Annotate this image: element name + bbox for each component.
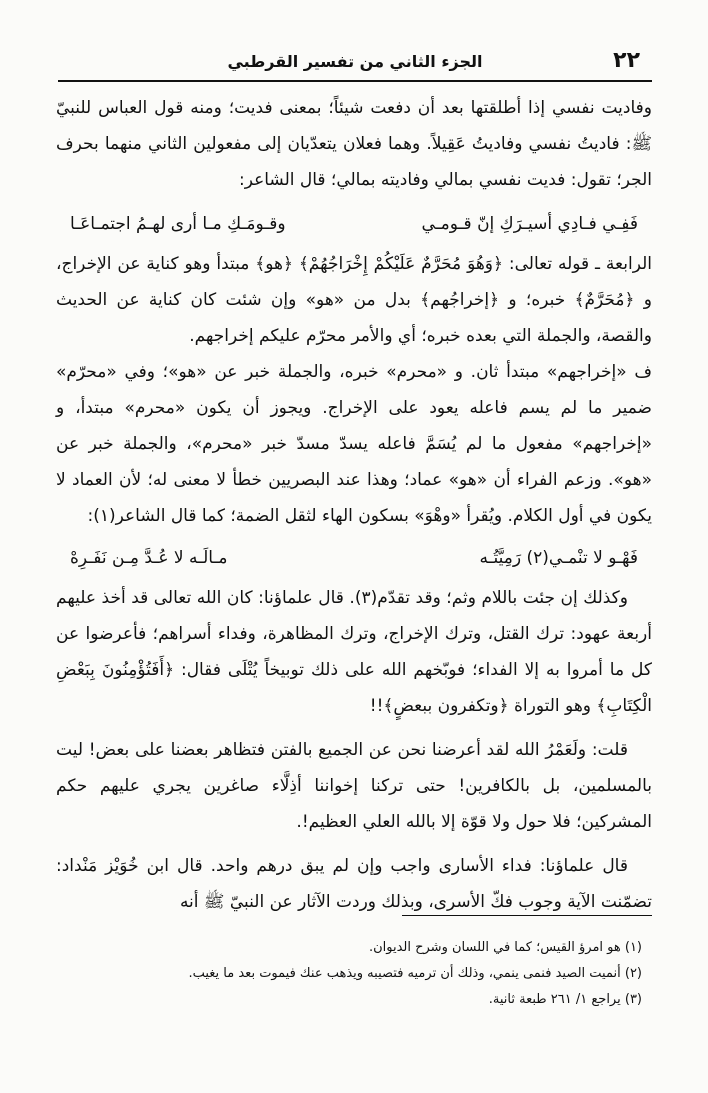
paragraph-author-comment: قلت: ولَعَمْرُ الله لقد أعرضنا نحن عن الجميع بالفتن فتظاهر بعضنا على بعض! ليت بالمسلمين، بل بالكافرين! حتى تركنا إخواننا أذِلَّاء صاغرين يجري عليهم حكم المشركين؛ فلا حول ولا قوّة إلا بالله العلي العظيم!. [56,740,652,832]
footnote-1: (١) هو امرؤ القيس؛ كما في اللسان وشرح الديوان. [368,940,642,955]
page-number: ٢٢ [613,48,640,73]
paragraph-ransom: قال علماؤنا: فداء الأسارى واجب وإن لم يبق درهم واحد. قال ابن خُوَيْز مَنْداد: تضمّنت الآية وجوب فكّ الأسرى، وبذلك وردت الآثار عن النبيّ ﷺ أنه [56,856,652,912]
verse-2-first-hemistich: فَهْـو لا تنْمـي(٢) رَمِيَّتُـه [479,548,638,568]
paragraph-1: وفاديت نفسي إذا أطلقتها بعد أن دفعت شيئاً؛ بمعنى فديت؛ ومنه قول العباس للنبيّ ﷺ: فاديتُ نفسي وفاديتُ عَقِيلاً. وهما فعلان يتعدّيان إلى مفعولين الثاني منهما بحرف الجر؛ تقول: فديت نفسي بمالي وفاديته بمالي؛ قال الشاعر: [56,98,652,190]
footnotes [56,935,652,1013]
paragraph-grammar: ف «إخراجهم» مبتدأ ثان. و «محرم» خبره، والجملة خبر عن «هو»؛ وفي «محرّم» ضمير ما لم يسم فاعله يعود على الإخراج. ويجوز أن يكون «محرم» مبتدأ، و «إخراجهم» مفعول ما لم يُسَمَّ فاعله يسدّ مسدّ خبر «محرم»، والجملة خبر عن «هو». وزعم الفراء أن «هو» عماد؛ وهذا عند البصريين خطأ لا معنى له؛ لأن العماد لا يكون في أول الكلام. ويُقرأ «وهْوَ» بسكون الهاء لثقل الضمة؛ كما قال الشاعر(١): [56,362,652,526]
footnote-3: (٣) يراجع ١/ ٢٦١ طبعة ثانية. [488,992,642,1007]
paragraph-fourth-issue: الرابعة ـ قوله تعالى: ﴿وَهُوَ مُحَرَّمٌ عَلَيْكُمْ إِخْرَاجُهُمْ﴾ ﴿هو﴾ مبتدأ وهو كناية عن الإخراج، و ﴿مُحَرَّمٌ﴾ خبره؛ و ﴿إخراجُهم﴾ بدل من «هو» وإن شئت كان كناية عن الحديث والقصة، والجملة التي بعده خبره؛ أي والأمر محرّم عليكم إخراجهم. [56,254,652,346]
footnote-2: (٢) أنميت الصيد فنمى ينمي، وذلك أن ترميه فتصيبه ويذهب عنك فيموت بعد ما يغيب. [188,966,642,981]
main-text [56,90,652,920]
poetry-verse-1 [70,204,638,244]
running-title: الجزء الثاني من تفسير القرطبي [227,52,483,71]
paragraph-covenants: وكذلك إن جئت باللام وثم؛ وقد تقدّم(٣). قال علماؤنا: كان الله تعالى قد أخذ عليهم أربعة عهود: ترك القتل، وترك الإخراج، وترك المظاهرة، وفداء أسراهم؛ فأعرضوا عن كل ما أمروا به إلا الفداء؛ فوبّخهم الله على ذلك توبيخاً يُتْلَى فقال: ﴿أَفَتُؤْمِنُونَ بِبَعْضِ الْكِتَابِ﴾ وهو التوراة ﴿وتكفرون ببعضٍ﴾!! [56,588,652,716]
verse-2-second-hemistich: مـالَـه لا عُـدَّ مِـن نَفَـرِهْ [70,548,228,568]
verse-1-first-hemistich: فَفِـي فـادِي أسيـرَكِ إنّ قـومـي [421,214,638,234]
verse-1-second-hemistich: وقـومَـكِ مـا أرى لهـمُ اجتمـاعَـا [70,214,286,234]
poetry-verse-2 [70,538,638,578]
footnote-divider [402,915,652,916]
page-header [58,44,652,82]
